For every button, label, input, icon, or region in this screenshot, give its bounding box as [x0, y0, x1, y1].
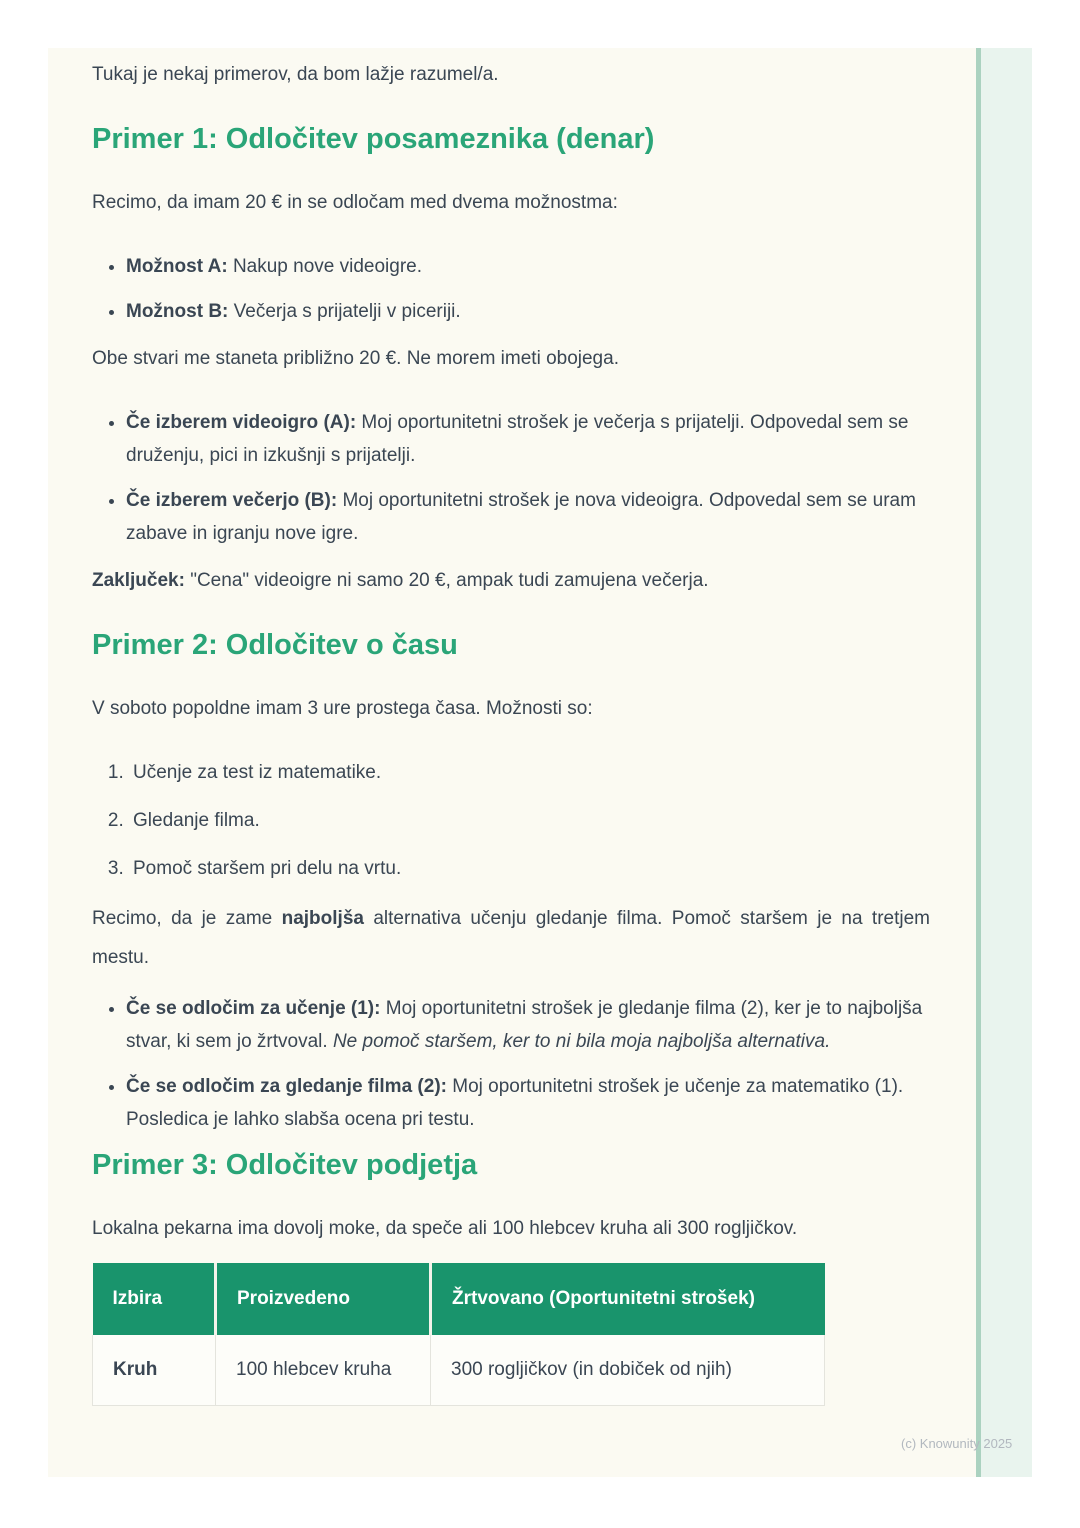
list-item: [126, 992, 930, 1058]
table-header-cell: Žrtvovano (Oportunitetni strošek): [431, 1263, 825, 1335]
bullet-italic-text: Ne pomoč staršem, ker to ni bila moja najboljša alternativa.: [332, 1030, 831, 1052]
list-item: [126, 1070, 930, 1136]
section2-choices-list: [92, 756, 930, 885]
document-page-card: [48, 48, 1032, 1477]
table-cell: 300 rogljičkov (in dobiček od njih): [431, 1335, 825, 1405]
list-item: 2. Gledanje filma.: [129, 804, 930, 837]
conclusion-lead: Zaključek:: [92, 570, 185, 592]
section2-heading: Primer 2: Odločitev o času: [92, 628, 458, 661]
section1-conclusion: [92, 562, 930, 601]
page-side-strip: [976, 48, 1032, 1477]
bullet-text: Moj oportunitetni strošek je učenje za matematiko (1). Posledica je lahko slabša ocena pri testu.: [126, 1075, 904, 1131]
section1-options-list: [92, 250, 930, 328]
list-item: [126, 484, 930, 550]
bullet-text: Nakup nove videoigre.: [227, 255, 423, 277]
table-cell: 100 hlebcev kruha: [216, 1335, 431, 1405]
opportunity-cost-table: [92, 1263, 825, 1406]
list-item: [126, 250, 930, 283]
bullet-text: Večerja s prijatelji v piceriji.: [228, 300, 461, 322]
bullet-lead: Možnost B:: [126, 300, 229, 322]
table-header-row: [93, 1263, 825, 1335]
bullet-lead: Če izberem videoigro (A):: [126, 411, 357, 433]
section3-heading: Primer 3: Odločitev podjetja: [92, 1149, 478, 1182]
bullet-lead: Če izberem večerjo (B):: [126, 489, 338, 511]
list-item: 3. Pomoč staršem pri delu na vrtu.: [129, 852, 930, 885]
section2-paragraph-2: [92, 900, 930, 978]
section2-outcomes-list: [92, 992, 930, 1136]
bullet-lead: Če se odločim za učenje (1):: [126, 997, 381, 1019]
list-item: 1. Učenje za test iz matematike.: [129, 756, 930, 789]
bullet-lead: Možnost A:: [126, 255, 228, 277]
paragraph-text: Recimo, da je zame: [92, 908, 282, 930]
table-header-cell: Izbira: [93, 1263, 216, 1335]
paragraph-text: alternativa učenju gledanje filma. Pomoč staršem je na tretjem mestu.: [92, 908, 930, 968]
list-item: [126, 406, 930, 472]
paragraph-bold: najboljša: [281, 908, 364, 930]
section2-paragraph-1: V soboto popoldne imam 3 ure prostega časa. Možnosti so:: [92, 697, 593, 719]
bullet-text: Moj oportunitetni strošek je gledanje filma (2), ker je to najboljša stvar, ki sem jo žrtvoval.: [126, 997, 923, 1052]
section1-heading: Primer 1: Odločitev posameznika (denar): [92, 122, 655, 155]
list-item: [126, 295, 930, 328]
bullet-lead: Če se odločim za gledanje filma (2):: [126, 1075, 447, 1097]
copyright-watermark: (c) Knowunity 2025: [901, 1436, 1013, 1451]
intro-paragraph: Tukaj je nekaj primerov, da bom lažje razumel/a.: [92, 64, 499, 85]
document-content: [48, 48, 976, 1477]
bullet-text: Moj oportunitetni strošek je nova videoigra. Odpovedal sem se uram zabave in igranju nove igre.: [126, 489, 916, 544]
section1-paragraph-2: Obe stvari me staneta približno 20 €. Ne morem imeti obojega.: [92, 347, 619, 369]
table-header-cell: Proizvedeno: [216, 1263, 431, 1335]
conclusion-text: "Cena" videoigre ni samo 20 €, ampak tudi zamujena večerja.: [184, 570, 709, 592]
section1-outcomes-list: [92, 406, 930, 550]
table-cell: Kruh: [93, 1335, 216, 1405]
bullet-text: Moj oportunitetni strošek je večerja s prijatelji. Odpovedal sem se druženju, pici in izkušnji s prijatelji.: [126, 411, 909, 466]
section3-paragraph-1: Lokalna pekarna ima dovolj moke, da speče ali 100 hlebcev kruha ali 300 rogljičkov.: [92, 1218, 798, 1240]
table-row: [93, 1335, 825, 1405]
section1-paragraph-1: Recimo, da imam 20 € in se odločam med dvema možnostma:: [92, 191, 618, 213]
